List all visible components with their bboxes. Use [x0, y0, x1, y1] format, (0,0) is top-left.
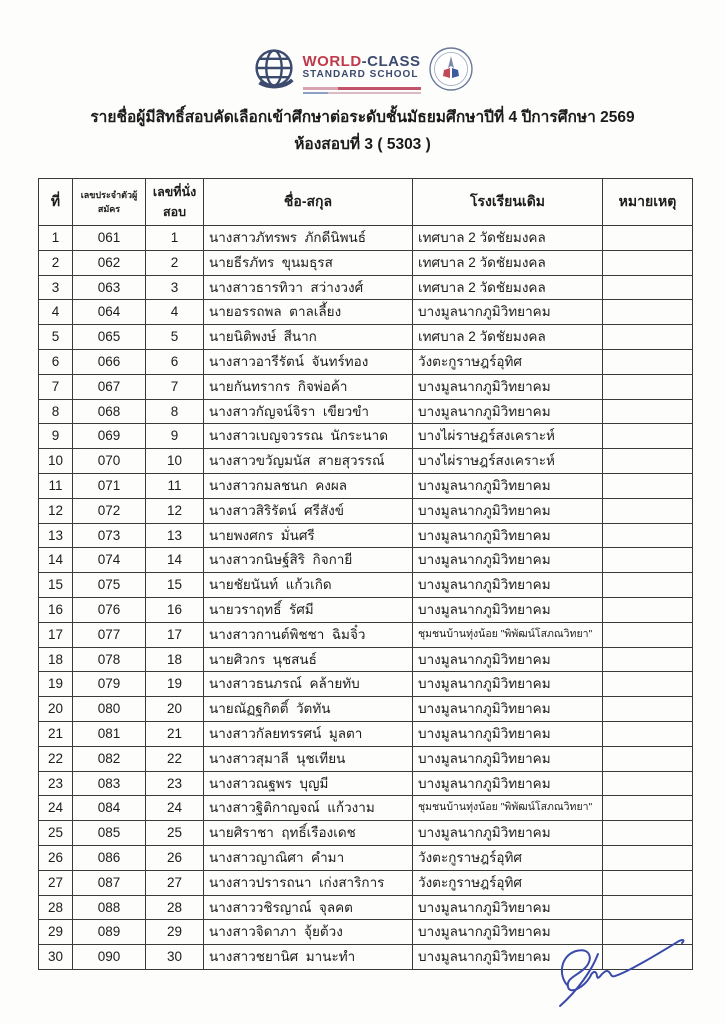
- cell-no: 6: [39, 349, 73, 374]
- column-header-name: ชื่อ-สกุล: [204, 179, 413, 226]
- cell-school: บางมูลนากภูมิวิทยาคม: [413, 300, 603, 325]
- school-emblem-icon: [428, 46, 474, 92]
- cell-school: บางมูลนากภูมิวิทยาคม: [413, 374, 603, 399]
- cell-applicant_id: 063: [73, 275, 146, 300]
- cell-name: นายกันทรากร กิจพ่อค้า: [204, 374, 413, 399]
- cell-applicant_id: 080: [73, 697, 146, 722]
- cell-no: 17: [39, 622, 73, 647]
- cell-no: 5: [39, 325, 73, 350]
- cell-school: บางมูลนากภูมิวิทยาคม: [413, 821, 603, 846]
- cell-seat_no: 14: [146, 548, 204, 573]
- column-header-school: โรงเรียนเดิม: [413, 179, 603, 226]
- cell-school: เทศบาล 2 วัดชัยมงคล: [413, 325, 603, 350]
- cell-remark: [603, 622, 693, 647]
- cell-remark: [603, 399, 693, 424]
- cell-seat_no: 23: [146, 771, 204, 796]
- cell-name: นายธีรภัทร ขุนมธุรส: [204, 250, 413, 275]
- table-row: [39, 523, 693, 548]
- cell-seat_no: 24: [146, 796, 204, 821]
- cell-seat_no: 3: [146, 275, 204, 300]
- cell-no: 24: [39, 796, 73, 821]
- cell-school: บางมูลนากภูมิวิทยาคม: [413, 945, 603, 970]
- cell-remark: [603, 746, 693, 771]
- table-row: [39, 746, 693, 771]
- column-header-remark: หมายเหตุ: [603, 179, 693, 226]
- cell-remark: [603, 498, 693, 523]
- cell-applicant_id: 061: [73, 226, 146, 251]
- cell-remark: [603, 771, 693, 796]
- cell-remark: [603, 548, 693, 573]
- cell-no: 28: [39, 895, 73, 920]
- cell-seat_no: 9: [146, 424, 204, 449]
- cell-name: นางสาวขวัญมนัส สายสุวรรณ์: [204, 449, 413, 474]
- cell-applicant_id: 074: [73, 548, 146, 573]
- cell-name: นายนิติพงษ์ สีนาก: [204, 325, 413, 350]
- cell-school: บางมูลนากภูมิวิทยาคม: [413, 498, 603, 523]
- cell-applicant_id: 065: [73, 325, 146, 350]
- table-row: [39, 672, 693, 697]
- cell-seat_no: 29: [146, 920, 204, 945]
- cell-school: บางมูลนากภูมิวิทยาคม: [413, 895, 603, 920]
- table-row: [39, 424, 693, 449]
- cell-remark: [603, 721, 693, 746]
- cell-no: 2: [39, 250, 73, 275]
- cell-school: เทศบาล 2 วัดชัยมงคล: [413, 250, 603, 275]
- cell-no: 9: [39, 424, 73, 449]
- cell-school: บางมูลนากภูมิวิทยาคม: [413, 548, 603, 573]
- cell-remark: [603, 374, 693, 399]
- column-header-applicant_id: เลขประจำตัวผู้สมัคร: [73, 179, 146, 226]
- cell-name: นางสาวอารีรัตน์ จันทร์ทอง: [204, 349, 413, 374]
- table-row: [39, 226, 693, 251]
- cell-name: นางสาวฐิติกาญจณ์ แก้วงาม: [204, 796, 413, 821]
- cell-name: นางสาวจิดาภา จุ้ยต้วง: [204, 920, 413, 945]
- cell-school: บางไผ่ราษฎร์สงเคราะห์: [413, 449, 603, 474]
- table-row: [39, 845, 693, 870]
- cell-name: นางสาวธนภรณ์ คล้ายทับ: [204, 672, 413, 697]
- cell-no: 7: [39, 374, 73, 399]
- table-row: [39, 250, 693, 275]
- page-title: รายชื่อผู้มีสิทธิ์สอบคัดเลือกเข้าศึกษาต่อระดับชั้นมัธยมศึกษาปีที่ 4 ปีการศึกษา 2569: [90, 109, 635, 126]
- cell-school: ชุมชนบ้านทุ่งน้อย "พิพัฒน์โสภณวิทยา": [413, 796, 603, 821]
- cell-no: 19: [39, 672, 73, 697]
- cell-name: นางสาวสุมาลี นุชเทียน: [204, 746, 413, 771]
- cell-applicant_id: 073: [73, 523, 146, 548]
- cell-seat_no: 25: [146, 821, 204, 846]
- cell-applicant_id: 081: [73, 721, 146, 746]
- table-row: [39, 796, 693, 821]
- cell-applicant_id: 082: [73, 746, 146, 771]
- cell-no: 13: [39, 523, 73, 548]
- cell-name: นางสาววชิรญาณ์ จุลคต: [204, 895, 413, 920]
- cell-seat_no: 28: [146, 895, 204, 920]
- cell-remark: [603, 845, 693, 870]
- cell-no: 27: [39, 870, 73, 895]
- cell-applicant_id: 090: [73, 945, 146, 970]
- cell-no: 1: [39, 226, 73, 251]
- table-row: [39, 721, 693, 746]
- cell-applicant_id: 089: [73, 920, 146, 945]
- cell-name: นายวราฤทธิ์ รัศมี: [204, 597, 413, 622]
- cell-no: 16: [39, 597, 73, 622]
- cell-seat_no: 19: [146, 672, 204, 697]
- cell-name: นางสาวเบญจวรรณ นักระนาด: [204, 424, 413, 449]
- cell-applicant_id: 064: [73, 300, 146, 325]
- cell-applicant_id: 076: [73, 597, 146, 622]
- cell-school: วังตะกูราษฎร์อุทิศ: [413, 845, 603, 870]
- cell-name: นางสาวปรารถนา เก่งสาริการ: [204, 870, 413, 895]
- cell-name: นางสาวกัญจน์จิรา เขียวขำ: [204, 399, 413, 424]
- cell-seat_no: 30: [146, 945, 204, 970]
- cell-no: 3: [39, 275, 73, 300]
- table-row: [39, 449, 693, 474]
- school-logo: [0, 46, 725, 96]
- cell-no: 20: [39, 697, 73, 722]
- table-row: [39, 771, 693, 796]
- cell-no: 23: [39, 771, 73, 796]
- table-row: [39, 647, 693, 672]
- cell-name: นางสาวธารทิวา สว่างวงศ์: [204, 275, 413, 300]
- cell-school: บางมูลนากภูมิวิทยาคม: [413, 523, 603, 548]
- cell-seat_no: 17: [146, 622, 204, 647]
- cell-applicant_id: 084: [73, 796, 146, 821]
- cell-name: นายณัฏฐกิตติ์ วัตทัน: [204, 697, 413, 722]
- logo-line2: STANDARD SCHOOL: [302, 69, 419, 80]
- table-row: [39, 895, 693, 920]
- cell-school: บางมูลนากภูมิวิทยาคม: [413, 647, 603, 672]
- cell-remark: [603, 424, 693, 449]
- cell-seat_no: 4: [146, 300, 204, 325]
- cell-applicant_id: 079: [73, 672, 146, 697]
- cell-school: บางมูลนากภูมิวิทยาคม: [413, 672, 603, 697]
- cell-school: บางไผ่ราษฎร์สงเคราะห์: [413, 424, 603, 449]
- cell-no: 26: [39, 845, 73, 870]
- signature: [546, 926, 706, 1016]
- cell-seat_no: 21: [146, 721, 204, 746]
- cell-school: บางมูลนากภูมิวิทยาคม: [413, 920, 603, 945]
- cell-no: 21: [39, 721, 73, 746]
- table-row: [39, 349, 693, 374]
- cell-remark: [603, 821, 693, 846]
- table-row: [39, 622, 693, 647]
- cell-seat_no: 7: [146, 374, 204, 399]
- cell-school: บางมูลนากภูมิวิทยาคม: [413, 771, 603, 796]
- cell-no: 11: [39, 473, 73, 498]
- table-row: [39, 573, 693, 598]
- cell-name: นายศิราชา ฤทธิ์เรืองเดช: [204, 821, 413, 846]
- cell-remark: [603, 449, 693, 474]
- cell-applicant_id: 069: [73, 424, 146, 449]
- cell-school: วังตะกูราษฎร์อุทิศ: [413, 870, 603, 895]
- cell-seat_no: 26: [146, 845, 204, 870]
- cell-applicant_id: 070: [73, 449, 146, 474]
- cell-name: นางสาวณฐพร บุญมี: [204, 771, 413, 796]
- table-row: [39, 275, 693, 300]
- cell-applicant_id: 071: [73, 473, 146, 498]
- cell-seat_no: 12: [146, 498, 204, 523]
- cell-remark: [603, 870, 693, 895]
- cell-applicant_id: 075: [73, 573, 146, 598]
- table-row: [39, 473, 693, 498]
- cell-school: เทศบาล 2 วัดชัยมงคล: [413, 226, 603, 251]
- globe-icon: [252, 46, 296, 90]
- cell-name: นางสาวญาณิศา คำมา: [204, 845, 413, 870]
- cell-school: ชุมชนบ้านทุ่งน้อย "พิพัฒน์โสภณวิทยา": [413, 622, 603, 647]
- cell-school: บางมูลนากภูมิวิทยาคม: [413, 399, 603, 424]
- exam-room-subtitle: ห้องสอบที่ 3 ( 5303 ): [294, 136, 431, 153]
- cell-name: นางสาวชยานิศ มานะทำ: [204, 945, 413, 970]
- cell-no: 12: [39, 498, 73, 523]
- table-row: [39, 498, 693, 523]
- cell-school: บางมูลนากภูมิวิทยาคม: [413, 721, 603, 746]
- cell-remark: [603, 697, 693, 722]
- cell-seat_no: 27: [146, 870, 204, 895]
- cell-name: นางสาวกนิษฐ์สิริ กิจกายี: [204, 548, 413, 573]
- cell-applicant_id: 077: [73, 622, 146, 647]
- cell-seat_no: 20: [146, 697, 204, 722]
- cell-school: บางมูลนากภูมิวิทยาคม: [413, 697, 603, 722]
- students-table: [38, 178, 693, 970]
- cell-name: นางสาวสิริรัตน์ ศรีสังข์: [204, 498, 413, 523]
- cell-remark: [603, 597, 693, 622]
- cell-name: นายพงศกร มั่นศรี: [204, 523, 413, 548]
- cell-remark: [603, 226, 693, 251]
- cell-school: บางมูลนากภูมิวิทยาคม: [413, 573, 603, 598]
- cell-remark: [603, 573, 693, 598]
- cell-school: วังตะกูราษฎร์อุทิศ: [413, 349, 603, 374]
- cell-applicant_id: 066: [73, 349, 146, 374]
- column-header-seat_no: เลขที่นั่งสอบ: [146, 179, 204, 226]
- cell-applicant_id: 072: [73, 498, 146, 523]
- cell-applicant_id: 067: [73, 374, 146, 399]
- cell-applicant_id: 086: [73, 845, 146, 870]
- cell-no: 30: [39, 945, 73, 970]
- table-row: [39, 399, 693, 424]
- cell-no: 14: [39, 548, 73, 573]
- cell-seat_no: 13: [146, 523, 204, 548]
- cell-name: นางสาวภัทรพร ภักดีนิพนธ์: [204, 226, 413, 251]
- cell-applicant_id: 088: [73, 895, 146, 920]
- cell-remark: [603, 300, 693, 325]
- cell-remark: [603, 275, 693, 300]
- cell-name: นางสาวกมลชนก คงผล: [204, 473, 413, 498]
- cell-remark: [603, 647, 693, 672]
- cell-applicant_id: 078: [73, 647, 146, 672]
- cell-name: นายชัยนันท์ แก้วเกิด: [204, 573, 413, 598]
- cell-seat_no: 22: [146, 746, 204, 771]
- cell-remark: [603, 523, 693, 548]
- table-row: [39, 597, 693, 622]
- cell-remark: [603, 672, 693, 697]
- cell-applicant_id: 083: [73, 771, 146, 796]
- logo-bars: [303, 87, 421, 96]
- cell-no: 10: [39, 449, 73, 474]
- cell-school: เทศบาล 2 วัดชัยมงคล: [413, 275, 603, 300]
- cell-remark: [603, 349, 693, 374]
- cell-name: นางสาวกานต์พิชชา ฉิมจิ๋ว: [204, 622, 413, 647]
- cell-no: 8: [39, 399, 73, 424]
- cell-applicant_id: 068: [73, 399, 146, 424]
- cell-applicant_id: 062: [73, 250, 146, 275]
- cell-no: 22: [39, 746, 73, 771]
- cell-seat_no: 5: [146, 325, 204, 350]
- table-header-row: [39, 179, 693, 226]
- table-row: [39, 697, 693, 722]
- table-row: [39, 374, 693, 399]
- cell-applicant_id: 087: [73, 870, 146, 895]
- cell-no: 25: [39, 821, 73, 846]
- cell-seat_no: 16: [146, 597, 204, 622]
- cell-school: บางมูลนากภูมิวิทยาคม: [413, 746, 603, 771]
- cell-no: 18: [39, 647, 73, 672]
- cell-remark: [603, 796, 693, 821]
- cell-remark: [603, 325, 693, 350]
- cell-remark: [603, 473, 693, 498]
- cell-no: 29: [39, 920, 73, 945]
- table-row: [39, 870, 693, 895]
- table-row: [39, 548, 693, 573]
- table-row: [39, 325, 693, 350]
- column-header-no: ที่: [39, 179, 73, 226]
- table-row: [39, 821, 693, 846]
- cell-seat_no: 6: [146, 349, 204, 374]
- cell-remark: [603, 250, 693, 275]
- cell-seat_no: 10: [146, 449, 204, 474]
- cell-no: 4: [39, 300, 73, 325]
- cell-school: บางมูลนากภูมิวิทยาคม: [413, 473, 603, 498]
- cell-seat_no: 1: [146, 226, 204, 251]
- cell-remark: [603, 895, 693, 920]
- cell-name: นายศิวกร นุชสนธ์: [204, 647, 413, 672]
- cell-no: 15: [39, 573, 73, 598]
- logo-wordmark: [303, 46, 421, 96]
- cell-seat_no: 2: [146, 250, 204, 275]
- cell-name: นางสาวกัลยทรรศน์ มูลตา: [204, 721, 413, 746]
- cell-name: นายอรรถพล ตาลเลี้ยง: [204, 300, 413, 325]
- cell-applicant_id: 085: [73, 821, 146, 846]
- cell-seat_no: 18: [146, 647, 204, 672]
- cell-seat_no: 15: [146, 573, 204, 598]
- logo-line1: WORLD-CLASS: [302, 53, 421, 70]
- cell-school: บางมูลนากภูมิวิทยาคม: [413, 597, 603, 622]
- table-row: [39, 300, 693, 325]
- cell-seat_no: 8: [146, 399, 204, 424]
- cell-seat_no: 11: [146, 473, 204, 498]
